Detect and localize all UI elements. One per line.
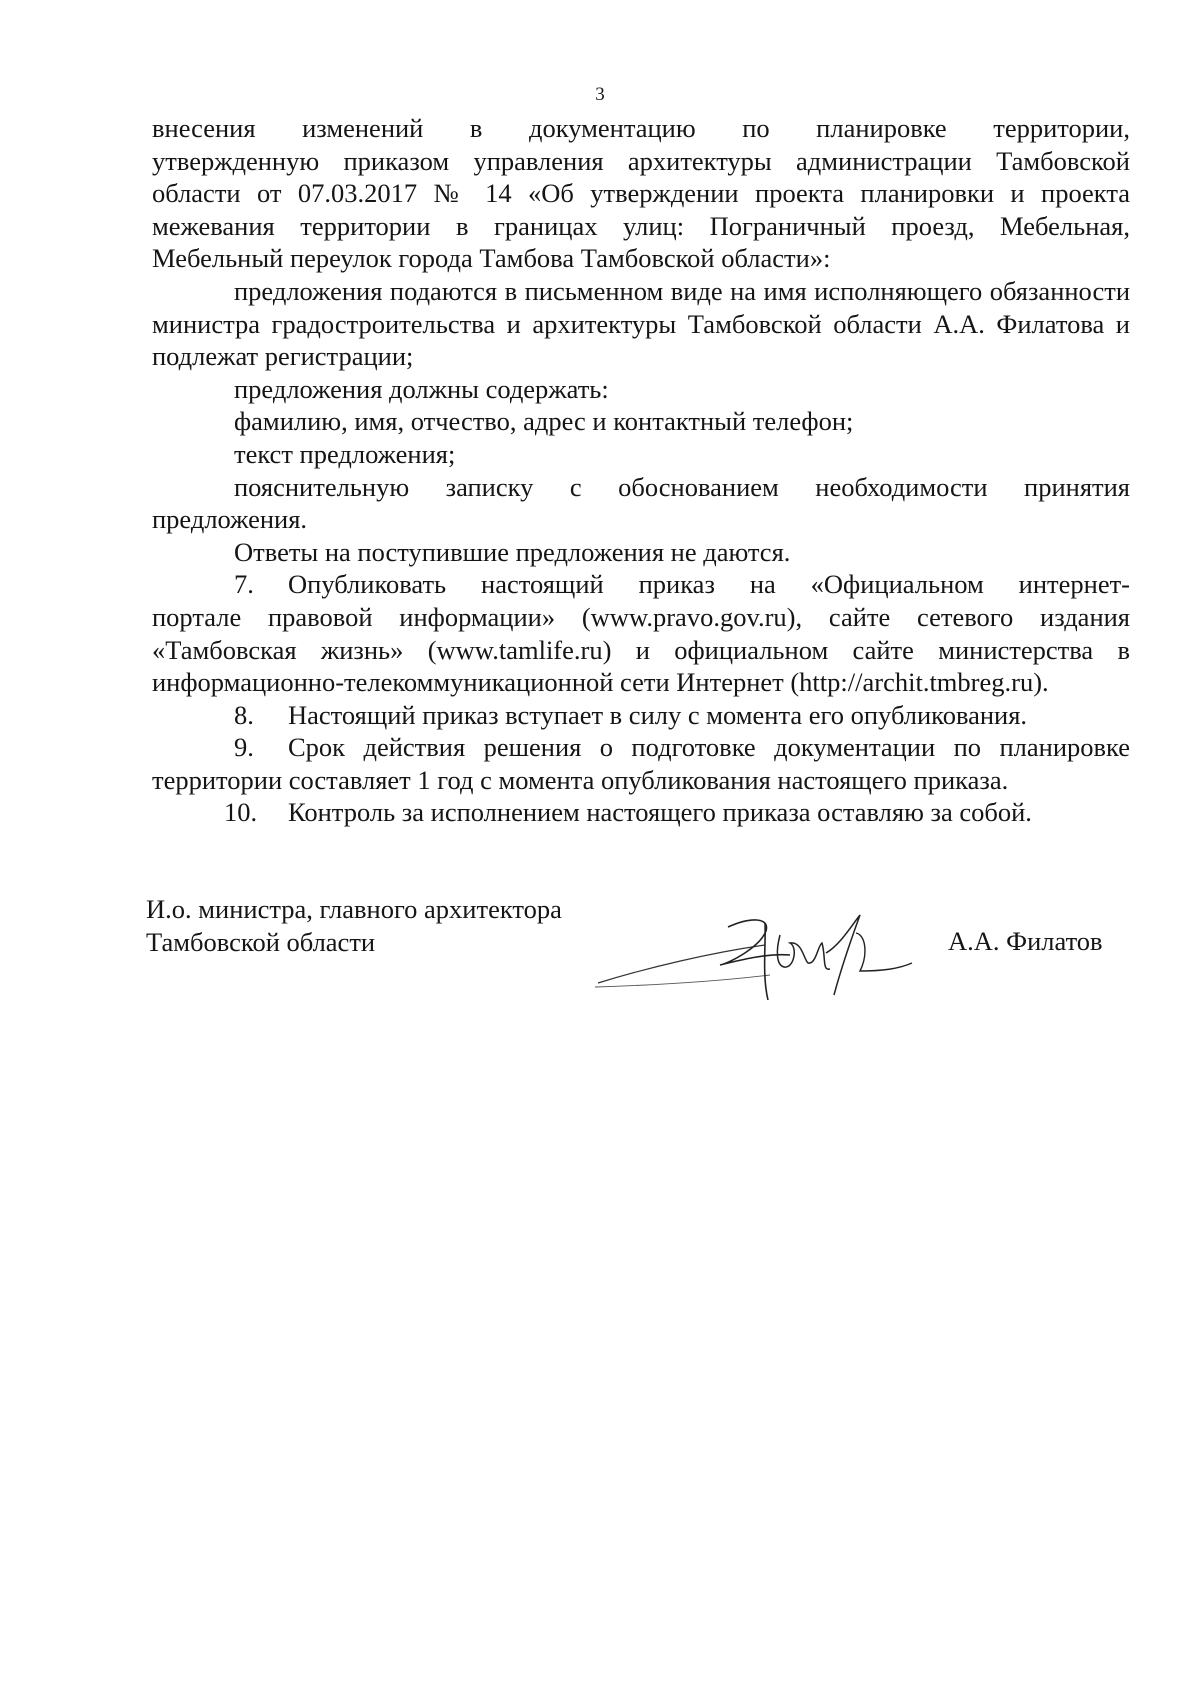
signatory-name: А.А. Филатов: [948, 926, 1103, 956]
signatory-position-line2: Тамбовской области: [146, 926, 376, 957]
paragraph-contents-intro: предложения должны содержать:: [234, 373, 609, 404]
item-number: 9.: [234, 732, 254, 763]
item-number: 8.: [234, 699, 254, 730]
item-number: 7.: [234, 569, 254, 600]
paragraph-order-reference: утвержденную приказом управления архитектуры администрации Тамбовской области от 07.03.2017 № 14 «Об утверждении проекта планировки и проекта межевания территории в границах улиц: Пограничный проезд, Мебельная, Мебельный переулок города Тамбова Тамбовской области»:: [152, 145, 1130, 274]
numbered-item-8: [152, 699, 1130, 732]
item-first-line: Настоящий приказ вступает в силу с момента его опубликования.: [288, 699, 1028, 730]
item-first-line: Опубликовать настоящий приказ на «Официальном интернет-: [288, 569, 1130, 600]
paragraph-continuation: внесения изменений в документацию по планировке территории,: [152, 113, 1130, 143]
item-number: 10.: [224, 797, 258, 828]
numbered-item-7: [152, 568, 1130, 698]
item-first-line: Контроль за исполнением настоящего приказа оставляю за собой.: [288, 797, 1032, 828]
item-first-line: Срок действия решения о подготовке документации по планировке: [288, 732, 1130, 763]
page-number: 3: [595, 84, 605, 105]
numbered-item-9: [152, 731, 1130, 796]
paragraph-contents-text: текст предложения;: [234, 438, 456, 469]
item-continuation: портале правовой информации» (www.pravo.gov.ru), сайте сетевого издания «Тамбовская жизнь» (www.tamlife.ru) и официальном сайте министерства в информационно-телекоммуникационной сети Интернет (http://archit.tmbreg.ru).: [152, 601, 1130, 698]
numbered-item-10: [152, 796, 1130, 829]
paragraph-contents-name: фамилию, имя, отчество, адрес и контактный телефон;: [234, 406, 854, 437]
signatory-position-line1: И.о. министра, главного архитектора: [146, 894, 562, 924]
paragraph-contents-note: пояснительную записку с обоснованием необходимости принятия предложения.: [152, 471, 1130, 535]
item-continuation: территории составляет 1 год с момента опубликования настоящего приказа.: [152, 764, 1009, 795]
signatory-position: [146, 893, 562, 958]
paragraph-submission-rules: предложения подаются в письменном виде на имя исполняющего обязанности министра градостроительства и архитектуры Тамбовской области А.А. Филатова и подлежат регистрации;: [152, 275, 1130, 372]
document-body: [152, 112, 1130, 829]
handwritten-signature: [590, 905, 920, 1005]
paragraph-no-replies: Ответы на поступившие предложения не даются.: [234, 536, 791, 567]
